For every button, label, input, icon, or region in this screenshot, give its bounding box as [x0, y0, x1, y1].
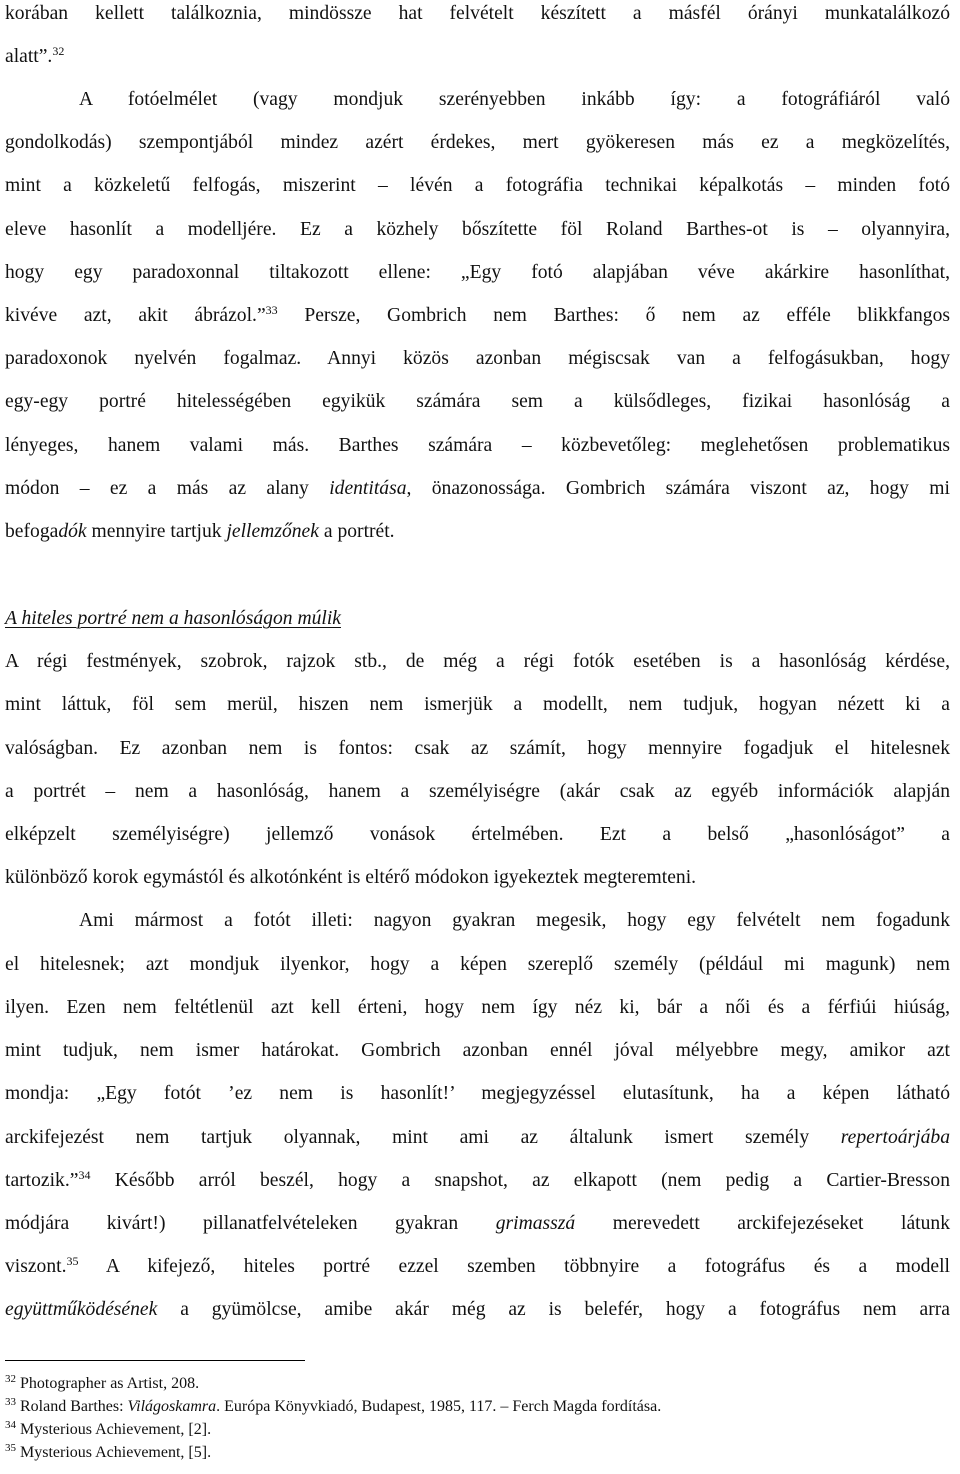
text-line	[5, 174, 950, 198]
text-span: elképzelt személyiségre) jellemző vonások értelmében. Ezt a belső „hasonlóságot” a	[5, 824, 950, 845]
text-span: arckifejezést nem tartjuk olyannak, mint ami az általunk ismert személy	[5, 1127, 841, 1148]
text-line	[5, 520, 950, 544]
text-line	[5, 693, 950, 717]
text-span: mint tudjuk, nem ismer határokat. Gombrich azonban ennél jóval mélyebbre megy, amikor azt	[5, 1040, 950, 1061]
text-line	[5, 390, 950, 414]
footnote-number: 35	[5, 1442, 16, 1454]
text-span: mennyire tartjuk	[86, 521, 227, 542]
italic-text: repertoárjába	[840, 1127, 950, 1148]
text-span: hogy egy paradoxonnal tiltakozott ellene: „Egy fotó alapjában véve akárkire hasonlíthat,	[5, 262, 950, 283]
italic-text: dók	[58, 521, 87, 542]
text-line	[5, 650, 950, 674]
footnote-text: . Európa Könyvkiadó, Budapest, 1985, 117. – Ferch Magda fordítása.	[216, 1398, 662, 1415]
footnote-separator	[5, 1360, 305, 1361]
italic-text: grimasszá	[495, 1213, 576, 1234]
text-line	[5, 131, 950, 155]
text-line	[5, 261, 950, 285]
text-span: lényeges, hanem valami más. Barthes számára – közbevetőleg: meglehetősen problematikus	[5, 435, 950, 456]
text-line	[5, 2, 950, 26]
text-line	[5, 1039, 950, 1063]
text-span: Persze, Gombrich nem Barthes: ő nem az efféle blikkfangos	[277, 305, 950, 326]
text-line	[5, 737, 950, 761]
footnote-reference[interactable]: 33	[265, 303, 278, 317]
text-span: befoga	[5, 521, 59, 542]
text-span: ilyen. Ezen nem feltétlenül azt kell érteni, hogy nem így néz ki, bár a női és a férfiúi hiúság,	[5, 997, 950, 1018]
footnote-text: Photographer as Artist, 208.	[20, 1375, 200, 1392]
footnote-number: 34	[5, 1419, 16, 1431]
text-span: a portrét – nem a hasonlóság, hanem a személyiségre (akár csak az egyéb információk alapján	[5, 781, 950, 802]
footnote-reference[interactable]: 32	[52, 44, 65, 58]
text-line	[5, 953, 950, 977]
text-span: eleve hasonlít a modelljére. Ez a közhely bőszítette föl Roland Barthes-ot is – olyannyira,	[5, 219, 950, 240]
text-span: paradoxonok nyelvén fogalmaz. Annyi közös azonban mégiscsak van a felfogásukban, hogy	[5, 348, 950, 369]
text-span: A kifejező, hiteles portré ezzel szemben többnyire a fotográfus és a modell	[78, 1256, 950, 1277]
section-heading	[5, 607, 950, 631]
text-span: alatt”.	[5, 46, 53, 67]
text-line	[5, 304, 950, 328]
text-line	[5, 823, 950, 847]
text-span: merevedett arckifejezéseket látunk	[575, 1213, 950, 1234]
text-line	[5, 909, 950, 933]
text-span: Később arról beszél, hogy a snapshot, az elkapott (nem pedig a Cartier-Bresson	[90, 1170, 950, 1191]
footnote	[5, 1420, 211, 1440]
text-span: a gyümölcse, amibe akár még az is belefér, hogy a fotográfus nem arra	[157, 1299, 950, 1320]
footnote-italic-text: Világoskamra	[127, 1398, 217, 1415]
footnote-reference[interactable]: 35	[66, 1254, 79, 1268]
text-span: korában kellett találkoznia, mindössze hat felvételt készített a másfél órányi munkatalálkozó	[5, 3, 950, 24]
text-span: módjára kivárt!) pillanatfelvételeken gyakran	[5, 1213, 496, 1234]
text-line	[5, 477, 950, 501]
text-span: különböző korok egymástól és alkotónként is eltérő módokon igyekeztek megteremteni.	[5, 867, 697, 888]
footnote-number: 32	[5, 1373, 16, 1385]
text-line	[5, 1212, 950, 1236]
text-line	[5, 45, 950, 69]
footnote-text: Mysterious Achievement, [2].	[20, 1421, 212, 1438]
text-span: el hitelesnek; azt mondjuk ilyenkor, hogy a képen szereplő személy (például mi magunk) nem	[5, 954, 950, 975]
text-line	[5, 1082, 950, 1106]
text-line	[5, 1298, 950, 1322]
text-span: , önazonossága. Gombrich számára viszont az, hogy mi	[406, 478, 950, 499]
text-span: kivéve azt, akit ábrázol.”	[5, 305, 266, 326]
text-span: tartozik.”	[5, 1170, 79, 1191]
text-span: viszont.	[5, 1256, 67, 1277]
text-line	[5, 1169, 950, 1193]
text-line	[5, 1126, 950, 1150]
footnote-text: Mysterious Achievement, [5].	[20, 1444, 212, 1461]
italic-text: jellemzőnek	[226, 521, 319, 542]
footnote-number: 33	[5, 1396, 16, 1408]
footnote	[5, 1397, 661, 1417]
text-span: A régi festmények, szobrok, rajzok stb., de még a régi fotók esetében is a hasonlóság kérdése,	[5, 651, 950, 672]
text-span: gondolkodás) szempontjából mindez azért érdekes, mert gyökeresen más ez a megközelítés,	[5, 132, 950, 153]
footnote-reference[interactable]: 34	[78, 1168, 91, 1182]
text-span: Ami mármost a fotót illeti: nagyon gyakran megesik, hogy egy felvételt nem fogadunk	[79, 910, 950, 931]
text-span: valóságban. Ez azonban nem is fontos: csak az számít, hogy mennyire fogadjuk el hitelesnek	[5, 738, 950, 759]
text-span: mondja: „Egy fotót ’ez nem is hasonlít!’ megjegyzéssel elutasítunk, ha a képen látható	[5, 1083, 950, 1104]
text-span: a portrét.	[318, 521, 395, 542]
text-span: A fotóelmélet (vagy mondjuk szerényebben inkább így: a fotográfiáról való	[79, 89, 950, 110]
heading-text: A hiteles portré nem a hasonlóságon múlik	[5, 608, 341, 629]
text-line	[5, 780, 950, 804]
text-span: egy-egy portré hitelességében egyikük számára sem a külsődleges, fizikai hasonlóság a	[5, 391, 950, 412]
text-line	[5, 88, 950, 112]
text-line	[5, 866, 950, 890]
text-span: mint a közkeletű felfogás, miszerint – lévén a fotográfia technikai képalkotás – minden fotó	[5, 175, 950, 196]
text-line	[5, 218, 950, 242]
italic-text: identitása	[329, 478, 407, 499]
text-line	[5, 347, 950, 371]
text-span: módon – ez a más az alany	[5, 478, 330, 499]
text-line	[5, 996, 950, 1020]
footnote-text: Roland Barthes:	[20, 1398, 128, 1415]
footnote	[5, 1443, 211, 1463]
text-span: mint láttuk, föl sem merül, hiszen nem ismerjük a modellt, nem tudjuk, hogyan nézett ki a	[5, 694, 950, 715]
text-line	[5, 434, 950, 458]
italic-text: együttműködésének	[5, 1299, 158, 1320]
footnote	[5, 1374, 199, 1394]
text-line	[5, 1255, 950, 1279]
